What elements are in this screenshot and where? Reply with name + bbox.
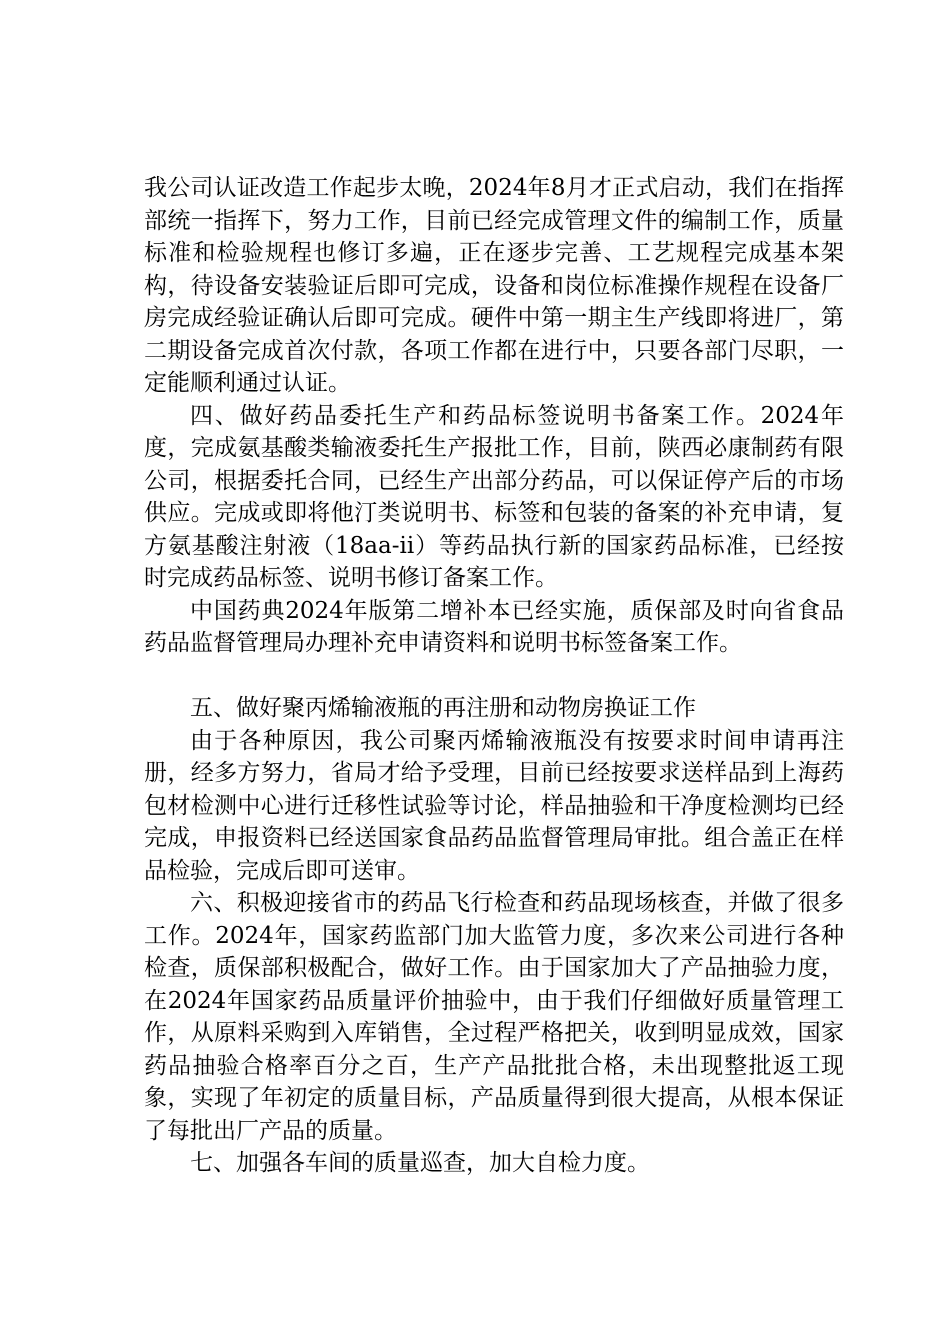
paragraph-gap [144,660,844,693]
paragraph-section-seven: 七、加强各车间的质量巡查，加大自检力度。 [190,1150,650,1176]
heading-section-five: 五、做好聚丙烯输液瓶的再注册和动物房换证工作 [190,695,696,721]
paragraph-section-six: 六、积极迎接省市的药品飞行检查和药品现场核查，并做了很多工作。2024年，国家药监部门加大监管力度，多次来公司进行各种检查，质保部积极配合，做好工作。由于国家加大了产品抽验力度，在2024年国家药品质量评价抽验中，由于我们仔细做好质量管理工作，从原料采购到入库销售，全过程严格把关，收到明显成效，国家药品抽验合格率百分之百，生产产品批批合格，未出现整批返工现象，实现了年初定的质量目标，产品质量得到很大提高，从根本保证了每批出厂产品的质量。 [144,890,844,1144]
paragraph-reregistration: 由于各种原因，我公司聚丙烯输液瓶没有按要求时间申请再注册，经多方努力，省局才给予受理，目前已经按要求送样品到上海药包材检测中心进行迁移性试验等讨论，样品抽验和干净度检测均已经完成，申报资料已经送国家食品药品监督管理局审批。组合盖正在样品检验，完成后即可送审。 [144,727,844,884]
paragraph-section-four: 四、做好药品委托生产和药品标签说明书备案工作。2024年度，完成氨基酸类输液委托生产报批工作，目前，陕西必康制药有限公司，根据委托合同，已经生产出部分药品，可以保证停产后的市场供应。完成或即将他汀类说明书、标签和包装的备案的补充申请，复方氨基酸注射液（18aa-ii）等药品执行新的国家药品标准，已经按时完成药品标签、说明书修订备案工作。 [144,402,844,591]
paragraph-certification-progress: 我公司认证改造工作起步太晚，2024年8月才正式启动，我们在指挥部统一指挥下，努力工作，目前已经完成管理文件的编制工作，质量标准和检验规程也修订多遍，正在逐步完善、工艺规程完成基本架构，待设备安装验证后即可完成，设备和岗位标准操作规程在设备厂房完成经验证确认后即可完成。硬件中第一期主生产线即将进厂，第二期设备完成首次付款，各项工作都在进行中，只要各部门尽职，一定能顺利通过认证。 [144,175,844,396]
document-body [144,172,844,1180]
paragraph-pharmacopoeia: 中国药典2024年版第二增补本已经实施，质保部及时向省食品药品监督管理局办理补充申请资料和说明书标签备案工作。 [144,597,844,656]
